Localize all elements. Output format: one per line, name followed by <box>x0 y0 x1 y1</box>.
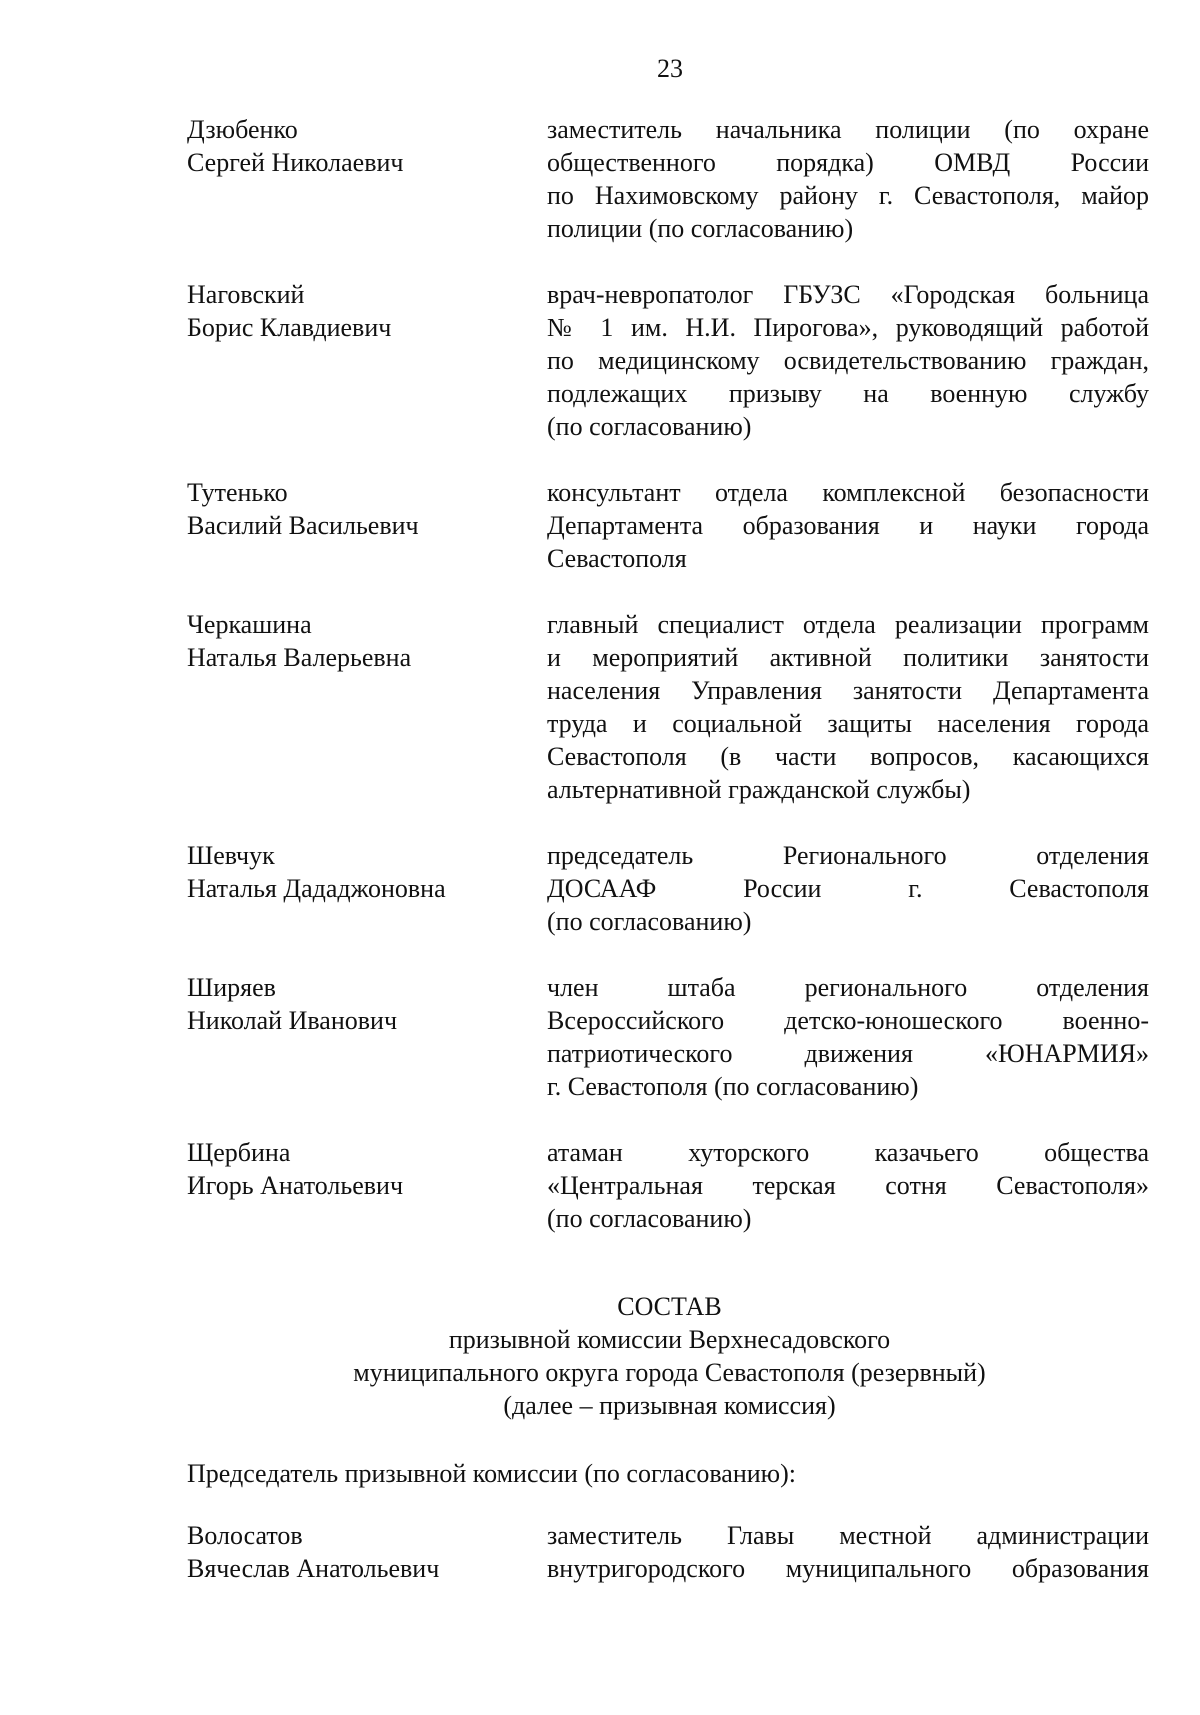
role-line: заместитель Главы местной администрации <box>547 1521 1149 1550</box>
member-entry <box>187 113 1152 245</box>
role-line: председатель Регионального отделения <box>547 841 1149 870</box>
member-surname: Щербина <box>187 1138 291 1167</box>
section-heading <box>187 1290 1152 1422</box>
member-name <box>187 113 547 245</box>
member-role <box>547 971 1149 1103</box>
member-role <box>547 278 1149 443</box>
member-entry <box>187 839 1152 938</box>
member-name <box>187 971 547 1103</box>
role-line: Всероссийского детско-юношеского военно- <box>547 1006 1149 1035</box>
member-entry <box>187 1136 1152 1235</box>
member-entry <box>187 971 1152 1103</box>
role-line: № 1 им. Н.И. Пирогова», руководящий работой <box>547 313 1149 342</box>
member-role <box>547 476 1149 575</box>
member-name <box>187 608 547 806</box>
role-line: внутригородского муниципального образования <box>547 1554 1149 1583</box>
member-surname: Волосатов <box>187 1521 303 1550</box>
role-line: член штаба регионального отделения <box>547 973 1149 1002</box>
member-entry <box>187 278 1152 443</box>
role-line: (по согласованию) <box>547 1204 752 1233</box>
role-line: подлежащих призыву на военную службу <box>547 379 1149 408</box>
role-line: (по согласованию) <box>547 412 752 441</box>
role-line: населения Управления занятости Департамента <box>547 676 1149 705</box>
member-name <box>187 839 547 938</box>
role-line: и мероприятий активной политики занятости <box>547 643 1149 672</box>
section-title: СОСТАВ <box>617 1292 722 1321</box>
role-line: заместитель начальника полиции (по охране <box>547 115 1149 144</box>
role-line: ДОСААФ России г. Севастополя <box>547 874 1149 903</box>
chair-entry <box>187 1519 1152 1585</box>
role-line: по медицинскому освидетельствованию граждан, <box>547 346 1149 375</box>
member-surname: Черкашина <box>187 610 312 639</box>
role-line: г. Севастополя (по согласованию) <box>547 1072 919 1101</box>
page-number: 23 <box>657 54 683 83</box>
role-line: врач-невропатолог ГБУЗС «Городская больница <box>547 280 1149 309</box>
role-line: патриотического движения «ЮНАРМИЯ» <box>547 1039 1149 1068</box>
role-line: общественного порядка) ОМВД России <box>547 148 1149 177</box>
role-line: Департамента образования и науки города <box>547 511 1149 540</box>
section-subtitle: муниципального округа города Севастополя (резервный) <box>353 1358 986 1387</box>
member-surname: Шевчук <box>187 841 275 870</box>
member-list <box>187 113 1152 1268</box>
member-surname: Дзюбенко <box>187 115 298 144</box>
section-subtitle: (далее – призывная комиссия) <box>503 1391 836 1420</box>
chair-list <box>187 1519 1152 1618</box>
role-line: по Нахимовскому району г. Севастополя, майор <box>547 181 1149 210</box>
member-name <box>187 1519 547 1585</box>
member-given-name: Сергей Николаевич <box>187 148 404 177</box>
member-given-name: Борис Клавдиевич <box>187 313 392 342</box>
chair-label: Председатель призывной комиссии (по согласованию): <box>187 1459 796 1488</box>
role-line: главный специалист отдела реализации программ <box>547 610 1149 639</box>
member-entry <box>187 476 1152 575</box>
member-name <box>187 476 547 575</box>
member-given-name: Игорь Анатольевич <box>187 1171 404 1200</box>
role-line: полиции (по согласованию) <box>547 214 854 243</box>
role-line: Севастополя <box>547 544 687 573</box>
member-role <box>547 1519 1149 1585</box>
member-surname: Ширяев <box>187 973 276 1002</box>
member-given-name: Василий Васильевич <box>187 511 419 540</box>
role-line: Севастополя (в части вопросов, касающихся <box>547 742 1149 771</box>
member-role <box>547 113 1149 245</box>
member-name <box>187 278 547 443</box>
member-given-name: Наталья Дададжоновна <box>187 874 446 903</box>
role-line: «Центральная терская сотня Севастополя» <box>547 1171 1149 1200</box>
member-given-name: Николай Иванович <box>187 1006 398 1035</box>
role-line: труда и социальной защиты населения города <box>547 709 1149 738</box>
role-line: атаман хуторского казачьего общества <box>547 1138 1149 1167</box>
member-name <box>187 1136 547 1235</box>
role-line: альтернативной гражданской службы) <box>547 775 971 804</box>
member-role <box>547 1136 1149 1235</box>
member-given-name: Вячеслав Анатольевич <box>187 1554 440 1583</box>
member-entry <box>187 608 1152 806</box>
member-role <box>547 839 1149 938</box>
role-line: (по согласованию) <box>547 907 752 936</box>
member-role <box>547 608 1149 806</box>
member-surname: Тутенько <box>187 478 288 507</box>
role-line: консультант отдела комплексной безопасности <box>547 478 1149 507</box>
member-given-name: Наталья Валерьевна <box>187 643 412 672</box>
section-subtitle: призывной комиссии Верхнесадовского <box>448 1325 891 1354</box>
member-surname: Наговский <box>187 280 305 309</box>
